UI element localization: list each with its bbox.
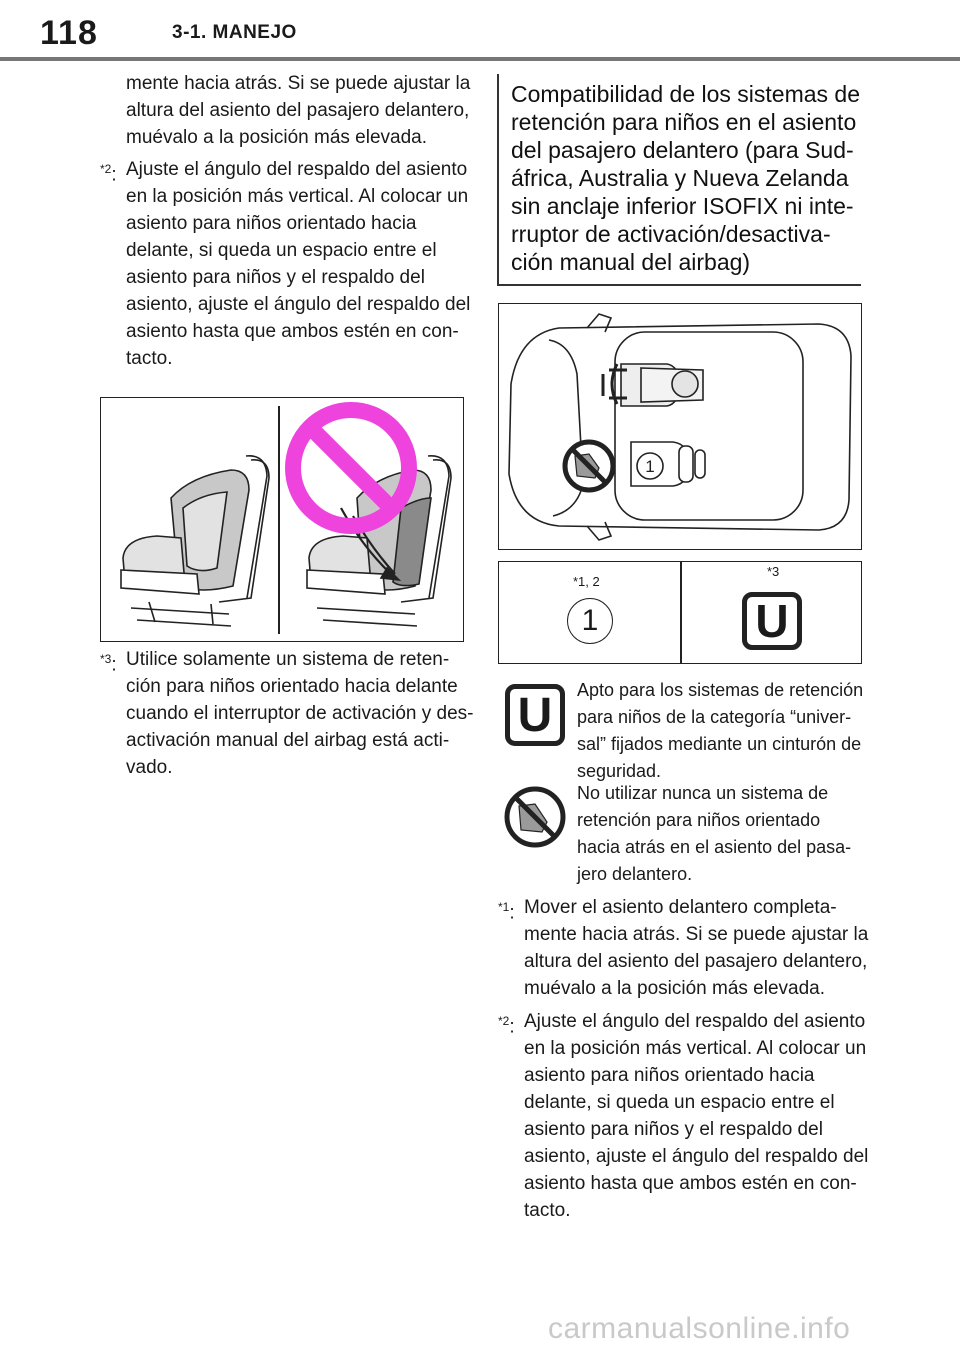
footnote-2-left — [100, 156, 471, 376]
text-line: tacto. — [524, 1200, 571, 1221]
text-line: muévalo a la posición más elevada. — [126, 127, 428, 148]
universal-u-label: U — [755, 595, 789, 647]
footnote-marker: *3 — [100, 652, 112, 666]
text-line: en la posición más vertical. Al colocar un — [126, 186, 469, 207]
position-marker-label: 1 — [645, 457, 655, 476]
footnote-marker: *2 — [100, 162, 112, 176]
text-line: muévalo a la posición más elevada. — [524, 978, 826, 999]
footnote-mark: $^{*1}$: — [498, 900, 515, 924]
footnote-marker: *2 — [498, 1014, 510, 1028]
text-line: para niños de la categoría “univer- — [577, 707, 852, 727]
text-line: ción para niños orientado hacia delante — [126, 676, 458, 697]
text-line: asiento hasta que ambos estén en con- — [126, 321, 459, 342]
footnote-mark: $^{*3}$: — [100, 652, 117, 676]
table-divider — [680, 562, 682, 663]
prohibition-icon — [293, 410, 409, 526]
heading-line: Compatibilidad de los sistemas de — [511, 81, 861, 107]
footnote-mark: $^{*2}$: — [100, 162, 117, 186]
text-line: No utilizar nunca un sistema de — [577, 783, 829, 803]
text-line: activación manual del airbag está acti- — [126, 730, 450, 751]
marker-1-icon — [567, 598, 613, 644]
position-marker-icon — [637, 453, 663, 479]
text-line: vado. — [126, 757, 173, 778]
legend-u-symbol: U — [517, 688, 553, 742]
section-title: 3-1. MANEJO — [172, 22, 297, 43]
text-line: tacto. — [126, 348, 173, 369]
marker-1-label: 1 — [581, 604, 599, 637]
footnote-body — [524, 894, 868, 1002]
heading-line: retención para niños en el asiento — [511, 109, 857, 135]
text-line: altura del asiento del pasajero delantero, — [126, 100, 470, 121]
text-line: asiento hasta que ambos estén en con- — [524, 1173, 857, 1194]
text-line: mente hacia atrás. Si se puede ajustar la — [524, 924, 869, 945]
footnote-body — [126, 646, 473, 781]
seat-illustration — [100, 397, 464, 642]
heading-line: áfrica, Australia y Nueva Zelanda — [511, 165, 849, 191]
text-line: cuando el interruptor de activación y des- — [126, 703, 474, 724]
footnote-mark: $^{*2}$: — [498, 1014, 515, 1038]
heading-line: ción manual del airbag) — [511, 249, 751, 275]
legend-no-rear-facing-icon — [502, 784, 568, 850]
col2-header: *3 — [767, 564, 780, 579]
text-line: Ajuste el ángulo del respaldo del asiento — [126, 159, 468, 180]
text-line: retención para niños orientado — [577, 810, 821, 830]
text-line: sal” fijados mediante un cinturón de — [577, 734, 862, 754]
heading-line: sin anclaje inferior ISOFIX ni inte- — [511, 193, 854, 219]
no-rear-facing-icon — [565, 442, 613, 490]
text-line: asiento para niños y el respaldo del — [524, 1119, 823, 1140]
compatibility-heading — [497, 74, 861, 286]
text-line: hacia atrás en el asiento del pasa- — [577, 837, 852, 857]
footnote-1-right — [498, 894, 869, 1004]
legend-u-icon — [505, 684, 565, 746]
text-line: asiento, ajuste el ángulo del respaldo del — [524, 1146, 869, 1167]
text-line: asiento, ajuste el ángulo del respaldo del — [126, 294, 471, 315]
text-line: delante, si queda un espacio entre el — [126, 240, 437, 261]
car-layout-illustration — [499, 304, 860, 548]
footnote-body — [126, 156, 470, 372]
text-line: Mover el asiento delantero completa- — [524, 897, 837, 918]
col1-header: *1, 2 — [573, 574, 600, 589]
watermark: carmanualsonline.info — [548, 1312, 851, 1345]
text-line: asiento para niños orientado hacia — [524, 1065, 815, 1086]
text-line: seguridad. — [577, 761, 662, 781]
legend-no-rear-facing-text — [577, 780, 851, 888]
text-line: altura del asiento del pasajero delantero, — [524, 951, 868, 972]
intro-paragraph — [126, 70, 470, 151]
heading-line: del pasajero delantero (para Sud- — [511, 137, 854, 163]
text-line: Utilice solamente un sistema de reten- — [126, 649, 450, 670]
compatibility-table — [498, 561, 862, 664]
heading-line: rruptor de activación/desactiva- — [511, 221, 831, 247]
universal-u-icon — [742, 592, 802, 650]
footnote-marker: *1 — [498, 900, 510, 914]
legend-universal-text — [577, 677, 863, 785]
text-line: jero delantero. — [577, 864, 693, 884]
footnote-2-right — [498, 1008, 869, 1228]
footnote-body — [524, 1008, 868, 1224]
footnote-3-left — [100, 646, 474, 786]
correct-seat-icon — [121, 456, 269, 626]
text-line: en la posición más vertical. Al colocar un — [524, 1038, 867, 1059]
header-rule — [0, 57, 960, 61]
car-top-view-diagram — [498, 303, 862, 550]
text-line: asiento para niños orientado hacia — [126, 213, 417, 234]
incorrect-seat-icon — [307, 456, 451, 626]
text-line: delante, si queda un espacio entre el — [524, 1092, 835, 1113]
text-line: mente hacia atrás. Si se puede ajustar la — [126, 73, 471, 94]
page-number: 118 — [40, 14, 98, 52]
text-line: asiento para niños y el respaldo del — [126, 267, 425, 288]
child-seat-comparison-illustration — [101, 398, 462, 640]
text-line: Ajuste el ángulo del respaldo del asiento — [524, 1011, 866, 1032]
text-line: Apto para los sistemas de retención — [577, 680, 864, 700]
